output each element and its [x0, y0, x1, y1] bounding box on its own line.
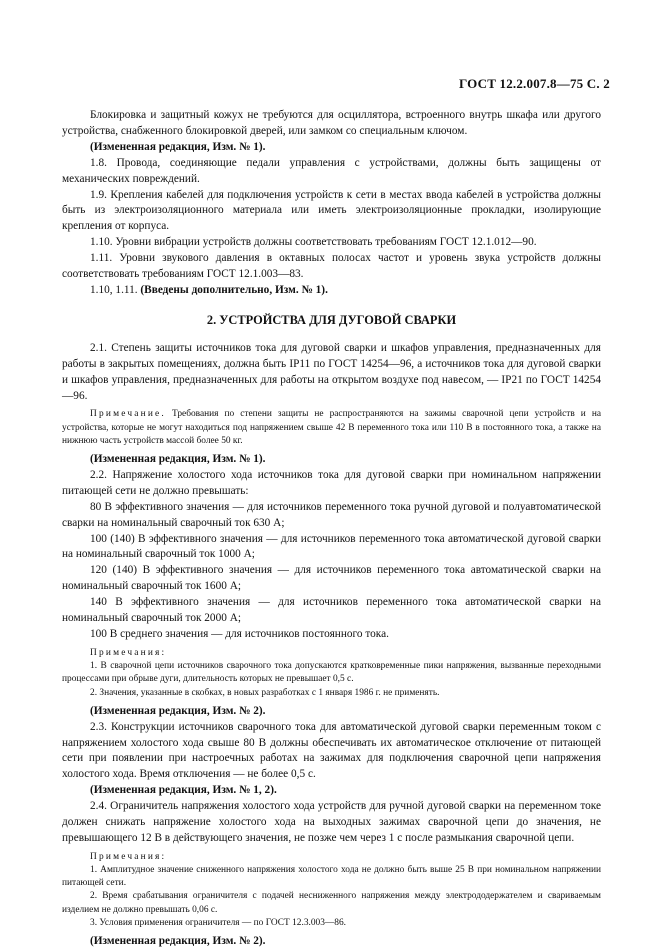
- clause-2-3: 2.3. Конструкции источников сварочного тока для автоматической дуговой сварки переменным током с напряжением холостого хода свыше 80 В должны обеспечивать их автоматическое отключение от питающей сети при появлении при настроечных работах на зажимах для подключения сварочной цепи напряжения холостого хода. Время отключения — не более 0,5 с.: [62, 720, 601, 781]
- note-title: Примечание.: [90, 409, 166, 420]
- amendment-note: (Измененная редакция, Изм. № 1).: [90, 140, 266, 153]
- notes-2-2-title: [62, 647, 601, 660]
- amendment-note: (Измененная редакция, Изм. № 2).: [90, 935, 266, 948]
- voltage-item-4: 140 В эффективного значения — для источников переменного тока автоматической сварки на номинальный сварочный ток 2000 А;: [62, 596, 601, 625]
- note-2-4-2: 2. Время срабатывания ограничителя с подачей несниженного напряжения между электрододержателем и свариваемым изделием не должно превышать 0,06 с.: [62, 891, 601, 915]
- amendment-note: (Введены дополнительно, Изм. № 1).: [140, 283, 328, 296]
- note-2-1: [62, 408, 601, 448]
- amendment-note: (Измененная редакция, Изм. № 1, 2).: [90, 784, 277, 797]
- amendment-note: (Измененная редакция, Изм. № 1).: [90, 453, 266, 466]
- voltage-item-3: 120 (140) В эффективного значения — для источников переменного тока автоматической сварки на номинальный сварочный ток 1600 А;: [62, 564, 601, 593]
- voltage-item-2: 100 (140) В эффективного значения — для источников переменного тока автоматической дуговой сварки на номинальный сварочный ток 1000 А;: [62, 532, 601, 561]
- voltage-item-5: 100 В среднего значения — для источников постоянного тока.: [90, 627, 389, 640]
- note-2-4-3: 3. Условия применения ограничителя — по ГОСТ 12.3.003—86.: [90, 917, 347, 928]
- note-2-2-1: 1. В сварочной цепи источников сварочного тока допускаются кратковременные пики напряжения, вызванные переходными процессами при обрыве дуги, длительность которых не превышает 0,5 с.: [62, 661, 601, 685]
- note-title: Примечания:: [90, 647, 167, 658]
- clause-2-2: 2.2. Напряжение холостого хода источников тока для дуговой сварки при номинальном напряжении питающей сети не должно превышать:: [62, 468, 601, 497]
- section-title: 2. УСТРОЙСТВА ДЛЯ ДУГОВОЙ СВАРКИ: [206, 312, 457, 327]
- notes-2-4-title: [62, 851, 601, 864]
- clause-1-10: 1.10. Уровни вибрации устройств должны соответствовать требованиям ГОСТ 12.1.012—90.: [90, 236, 537, 249]
- clause-1-11: 1.11. Уровни звукового давления в октавных полосах частот и уровень звука устройств должны соответствовать требованиям ГОСТ 12.1.003—83.: [62, 252, 601, 281]
- note-title: Примечания:: [90, 851, 167, 862]
- clause-2-4: 2.4. Ограничитель напряжения холостого хода устройств для ручной дуговой сварки на переменном токе должен снижать напряжение холостого хода на выходных зажимах сварочной цепи до значения, не превышающего 12 В в действующего значения, не позже чем через 1 с после размыкания сварочной цепи.: [62, 800, 601, 844]
- clause-2-1: 2.1. Степень защиты источников тока для дуговой сварки и шкафов управления, предназначенных для работы в закрытых помещениях, должна быть IP11 по ГОСТ 14254—96, а источников тока для дуговой сварки и шкафов управления, предназначенных для работы на открытом воздухе под навесом, — IP21 по ГОСТ 14254—96.: [62, 341, 601, 402]
- note-text: Требования по степени защиты не распространяются на зажимы сварочной цепи устройств и на устройства, которые не могут находиться под напряжением свыше 42 В переменного тока или 110 В в постоянного тока, а также на нижнюю часть устройств массой более 50 кг.: [62, 409, 601, 446]
- paragraph-interlock: Блокировка и защитный кожух не требуются для осциллятора, встроенного внутрь шкафа или другого устройства, снабженного блокировкой дверей, или замком со специальным ключом.: [62, 109, 601, 137]
- note-2-4-1: 1. Амплитудное значение сниженного напряжения холостого хода не должно быть выше 25 В при номинальном напряжении питающей сети.: [62, 865, 601, 889]
- clause-1-8: 1.8. Провода, соединяющие педали управления с устройствами, должны быть защищены от механических повреждений.: [62, 156, 601, 185]
- clause-ref: 1.10, 1.11.: [90, 283, 138, 296]
- voltage-item-1: 80 В эффективного значения — для источников переменного тока ручной дуговой и полуавтоматической сварки на номинальный сварочный ток 630 А;: [62, 500, 601, 529]
- clause-1-10-1-11-added: [62, 283, 601, 299]
- clause-1-9: 1.9. Крепления кабелей для подключения устройств к сети в местах ввода кабелей в устройства должны быть из электроизоляционного материала или иметь электроизоляционные прокладки, изолирующие крепления от корпуса.: [62, 188, 601, 233]
- amendment-note: (Измененная редакция, Изм. № 2).: [90, 704, 266, 717]
- page-body: [62, 108, 601, 950]
- running-header: ГОСТ 12.2.007.8—75 С. 2: [458, 76, 610, 91]
- note-2-2-2: 2. Значения, указанные в скобках, в новых разработках с 1 января 1986 г. не применять.: [90, 687, 440, 698]
